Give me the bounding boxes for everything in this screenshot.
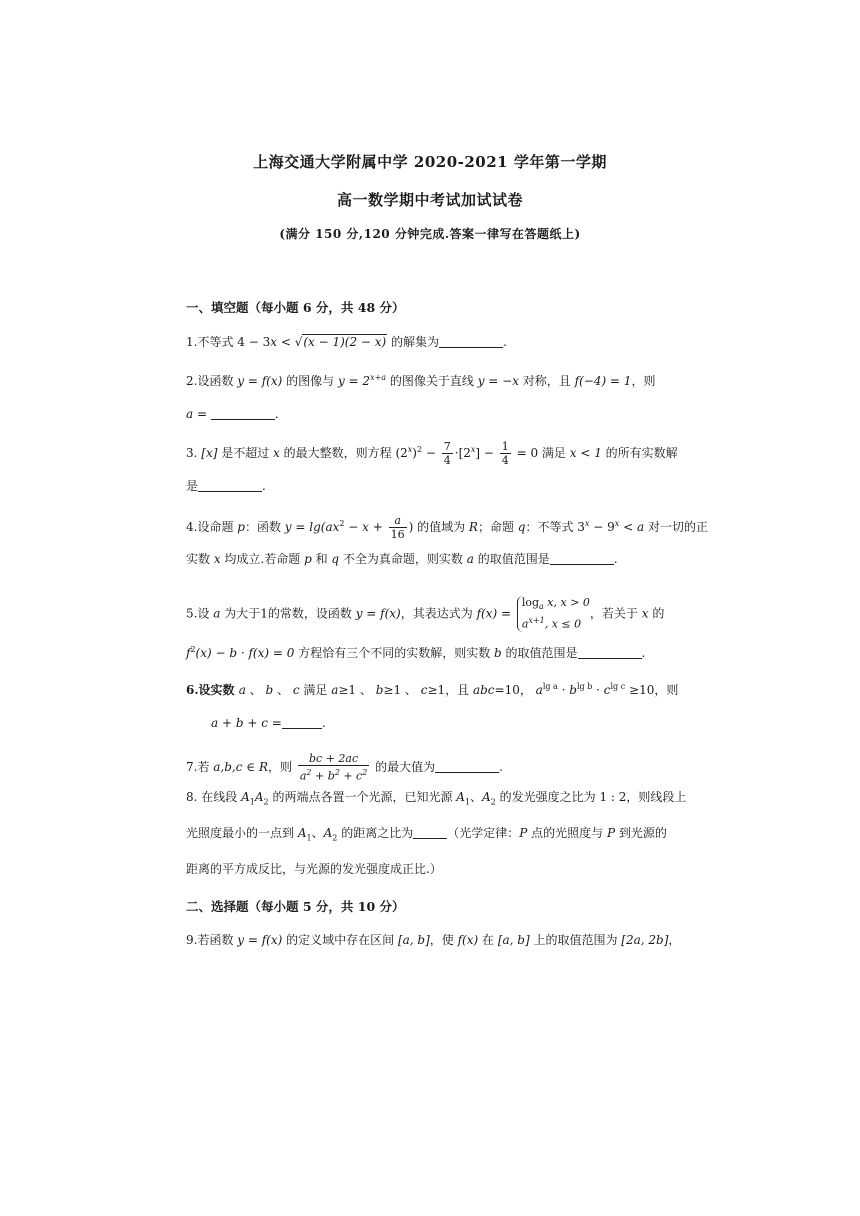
section-multiple-choice: 二、选择题（每小题 5 分，共 10 分） xyxy=(186,899,405,914)
fraction-1-4: $\frac{1}{4}$ xyxy=(501,440,509,467)
question-8-cont2: 距离的平方成反比，与光源的发光强度成正比.） xyxy=(186,862,442,876)
answer-blank-4 xyxy=(550,552,614,565)
question-6: 6.设实数 a 、 b 、 c 满足 a≥1 、 b≥1 、 c≥1，且 abc=10， $a^{lg a} \cdot b^{lg b} \cdot c^{lg c} \ge 10$，则 xyxy=(186,682,679,697)
answer-blank-3 xyxy=(198,479,262,492)
question-3-cont: 是 . xyxy=(186,479,266,493)
question-5-cont: $f^2(x) - b \cdot f(x) = 0$ 方程恰有三个不同的实数解，则实数 b 的取值范围是 . xyxy=(186,645,646,660)
fraction-q7: $\frac{bc + 2ac}{a^2 + b^2 + c^2}$ xyxy=(299,752,368,783)
exam-school-title: 上海交通大学附属中学 2020-2021 学年第一学期 xyxy=(253,153,607,171)
piecewise-brace: $\log_a x$, x > 0 $a^{x+1}$, x ≤ 0 xyxy=(517,596,590,632)
question-3: 3. [x] 是不超过 x 的最大整数，则方程 $(2^x)^2$ − $\frac{7}{4}$ $\cdot[2^x]$ − $\frac{1}{4}$ = 0 满足 x < 1 的所有实数解 xyxy=(186,440,678,467)
fraction-7-4: $\frac{7}{4}$ xyxy=(443,440,451,467)
question-8: 8. 在线段 $A_1A_2$ 的两端点各置一个光源，已知光源 $A_1$、$A_2$ 的发光强度之比为 1 : 2，则线段上 xyxy=(186,790,687,807)
question-8-cont: 光照度最小的一点到 $A_1$、$A_2$ 的距离之比为 （光学定律：P 点的光照度与 P 到光源的 xyxy=(186,826,667,843)
question-9: 9.若函数 y = f(x) 的定义域中存在区间 [a, b]，使 f(x) 在 [a, b] 上的取值范围为 [2a, 2b]， xyxy=(186,933,681,947)
answer-blank-8 xyxy=(413,826,447,839)
exam-instructions: (满分 150 分,120 分钟完成.答案一律写在答题纸上) xyxy=(279,227,581,241)
answer-blank-5 xyxy=(578,646,642,659)
question-2-cont: a = . xyxy=(186,407,279,421)
question-7: 7.若 a,b,c ∈ R，则 $\frac{bc + 2ac}{a^2 + b^2 + c^2}$ 的最大值为 . xyxy=(186,752,503,783)
question-4-cont: 实数 x 均成立.若命题 p 和 q 不全为真命题，则实数 a 的取值范围是 . xyxy=(186,552,618,566)
section-fill-in: 一、填空题（每小题 6 分，共 48 分） xyxy=(186,300,405,315)
answer-blank-6 xyxy=(282,716,322,729)
answer-blank-1 xyxy=(439,335,503,348)
question-1: 1.不等式 4 − 3x < √(x − 1)(2 − x) 的解集为 . xyxy=(186,335,507,349)
question-6-cont: a + b + c = . xyxy=(211,716,326,730)
sqrt-sign: √ xyxy=(294,335,303,349)
answer-blank-2 xyxy=(211,407,275,420)
fraction-a-16: $\frac{a}{16}$ xyxy=(390,514,405,541)
question-2: 2.设函数 y = f(x) 的图像与 $y = 2^{x+a}$ 的图像关于直线 y = −x 对称，且 f(−4) = 1，则 xyxy=(186,373,656,388)
answer-blank-7 xyxy=(435,760,499,773)
exam-paper-title: 高一数学期中考试加试试卷 xyxy=(336,191,523,209)
question-5: 5.设 a 为大于1的常数，设函数 y = f(x)，其表达式为 f(x) = $\log_a x$, x > 0 $a^{x+1}$, x ≤ 0 ，若关于 x 的 xyxy=(186,596,665,631)
question-4: 4.设命题 p：函数 $y = \lg(ax^2 - x$ + $\frac{a}{16}$ ) 的值域为 R；命题 q：不等式 $3^x - 9^x < a$ 对一切的正 xyxy=(186,514,708,541)
